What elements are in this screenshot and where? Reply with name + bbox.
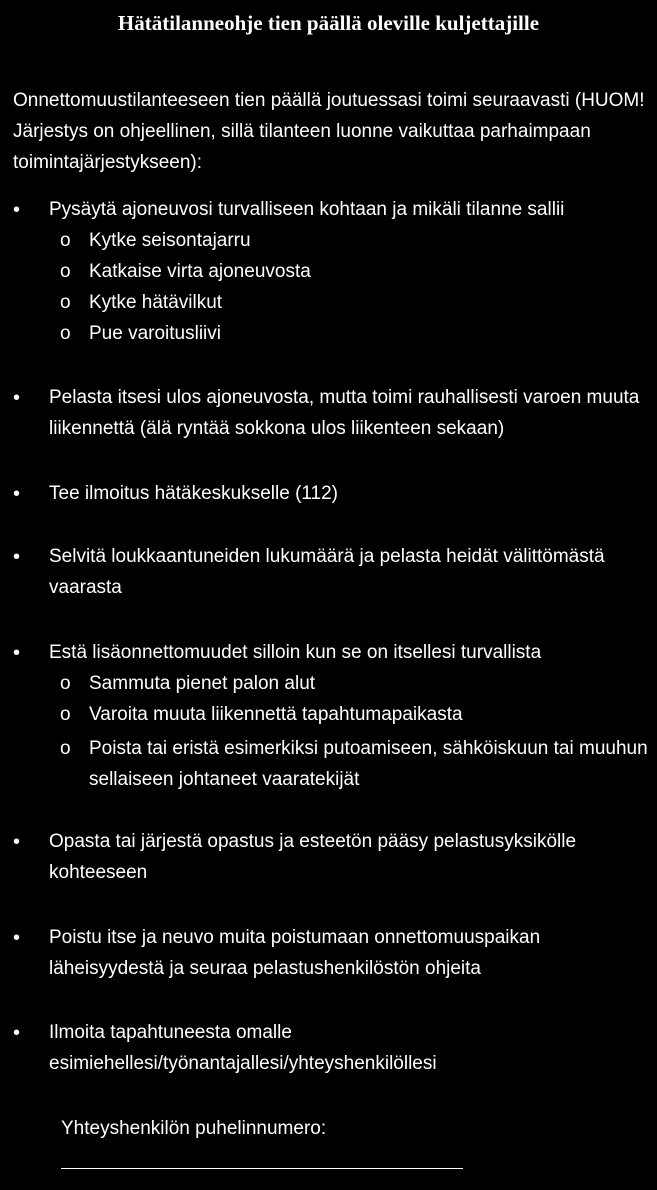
sub-list-item-text: Kytke hätävilkut [89,292,223,313]
document-title: Hätätilanneohje tien päällä oleville kuljettajille [117,11,540,35]
circle-bullet-icon: o [60,292,71,313]
sub-list-item-text: Sammuta pienet palon alut [89,673,316,694]
sub-list-item-text: Pue varoitusliivi [89,323,221,344]
sub-list-item-text: Katkaise virta ajoneuvosta [89,261,311,282]
bullet-icon: • [13,642,21,664]
sub-list-item-text: Poista tai eristä esimerkiksi putoamiseen, sähköiskuun tai muuhun sellaiseen johtaneet vaaratekijät [89,738,648,790]
circle-bullet-icon: o [60,261,71,282]
bullet-icon: • [13,927,21,949]
contact-phone-blank[interactable] [61,1168,463,1169]
sub-list-item-text: Kytke seisontajarru [89,230,251,251]
circle-bullet-icon: o [60,738,71,759]
circle-bullet-icon: o [60,323,71,344]
circle-bullet-icon: o [60,230,71,251]
bullet-icon: • [13,831,21,853]
circle-bullet-icon: o [60,704,71,725]
intro-paragraph: Onnettomuustilanteeseen tien päällä joutuessasi toimi seuraavasti (HUOM! Järjestys on ohjeellinen, sillä tilanteen luonne vaikuttaa parhaimpaan toimintajärjestykseen): [13,90,645,173]
list-item-text: Poistu itse ja neuvo muita poistumaan onnettomuuspaikan läheisyydestä ja seuraa pelastushenkilöstön ohjeita [49,927,541,979]
bullet-icon: • [13,546,21,568]
list-item-text: Selvitä loukkaantuneiden lukumäärä ja pelasta heidät välittömästä vaarasta [49,546,605,598]
list-item-text: Opasta tai järjestä opastus ja esteetön pääsy pelastusyksikölle kohteeseen [49,831,577,883]
circle-bullet-icon: o [60,673,71,694]
contact-phone-label: Yhteyshenkilön puhelinnumero: [61,1118,327,1139]
list-item-text: Pelasta itsesi ulos ajoneuvosta, mutta toimi rauhallisesti varoen muuta liikennettä (älä ryntää sokkona ulos liikenteen sekaan) [49,387,640,439]
list-item-text: Estä lisäonnettomuudet silloin kun se on itsellesi turvallista [49,642,542,663]
sub-list-item-text: Varoita muuta liikennettä tapahtumapaikasta [89,704,463,725]
bullet-icon: • [13,387,21,409]
list-item-text: Ilmoita tapahtuneesta omalle esimiehellesi/työnantajallesi/yhteyshenkilöllesi [49,1022,437,1074]
bullet-icon: • [13,483,21,505]
list-item-text: Pysäytä ajoneuvosi turvalliseen kohtaan ja mikäli tilanne sallii [49,199,565,220]
list-item-text: Tee ilmoitus hätäkeskukselle (112) [49,483,339,504]
bullet-icon: • [13,1022,21,1044]
bullet-icon: • [13,199,21,221]
